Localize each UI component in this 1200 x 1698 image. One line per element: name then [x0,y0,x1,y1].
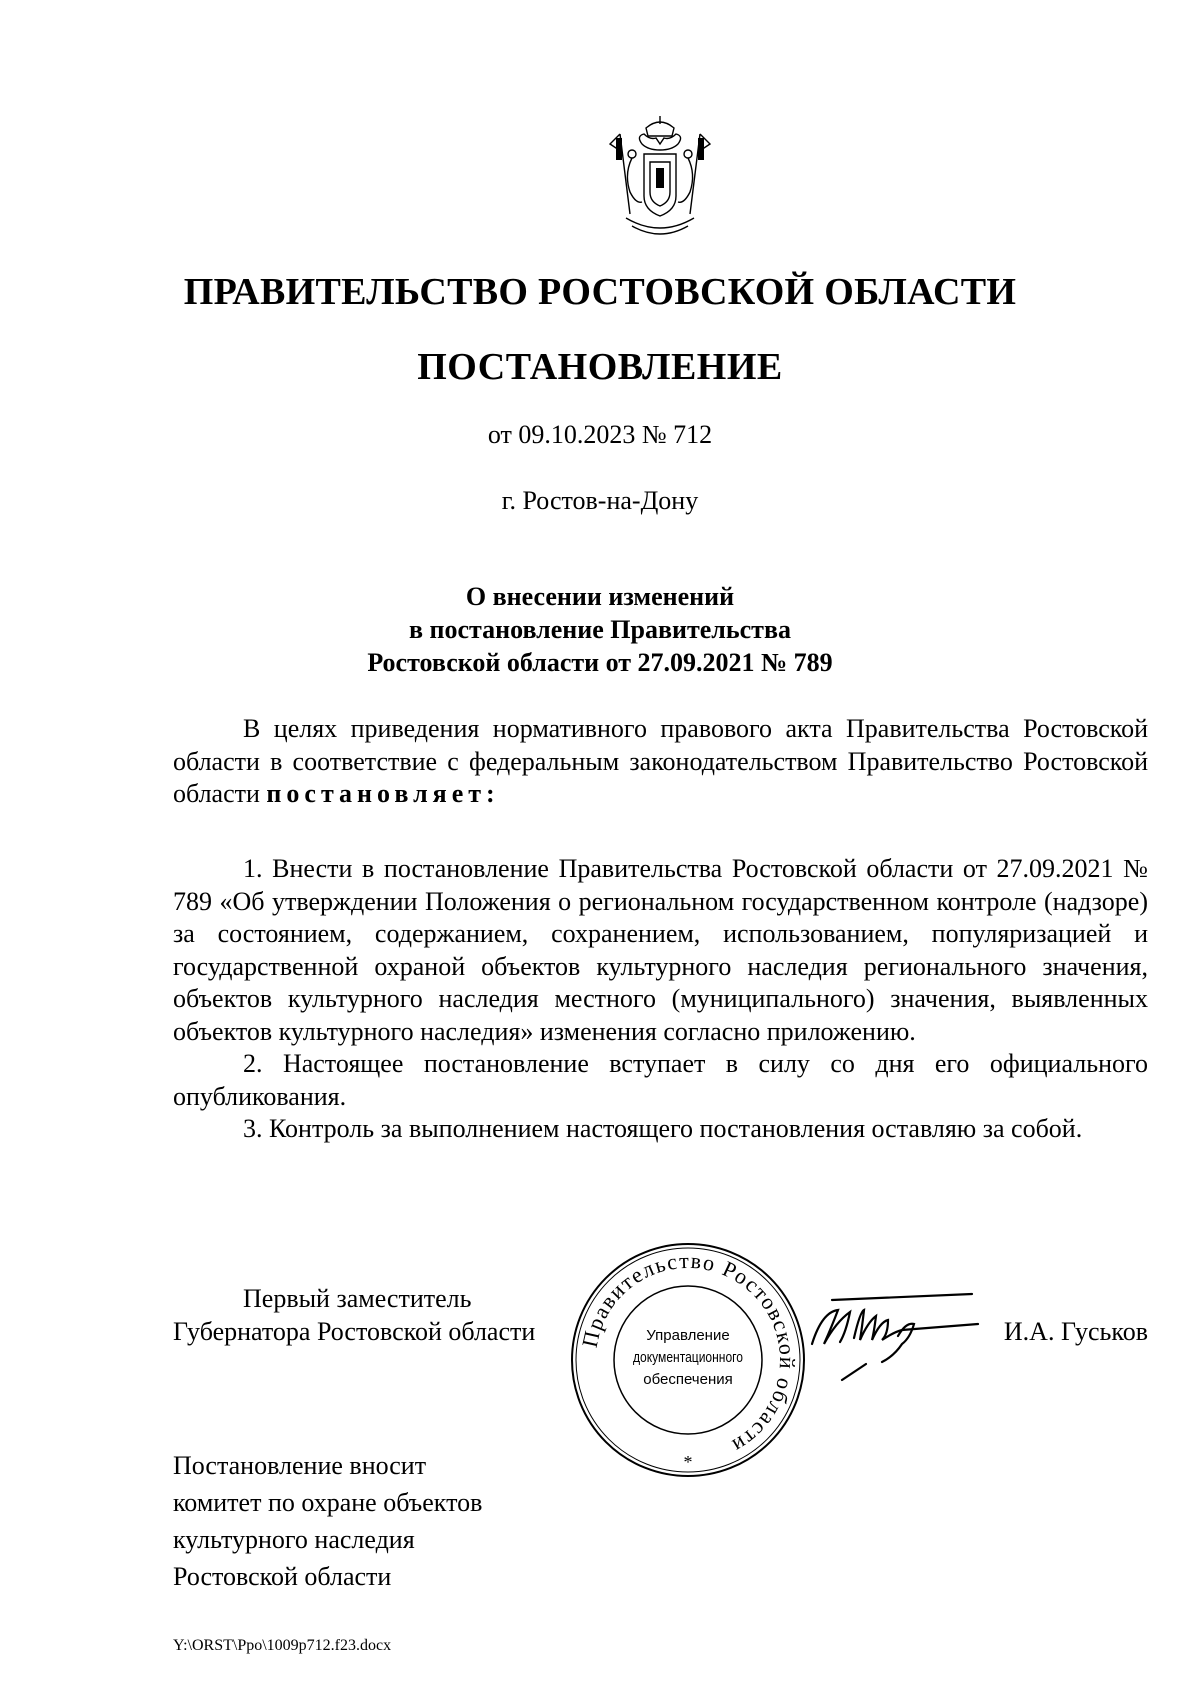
seal-center-line: Управление [646,1327,730,1344]
handwritten-signature [802,1282,982,1382]
seal-center-line: обеспечения [643,1371,733,1388]
rostov-region-coat-of-arms-icon [606,114,714,244]
organization-heading: ПРАВИТЕЛЬСТВО РОСТОВСКОЙ ОБЛАСТИ [183,271,1017,313]
seal-star: * [683,1452,693,1472]
document-date-number: от 09.10.2023 № 712 [487,420,713,449]
official-seal-stamp [568,1240,808,1480]
document-title [0,580,1200,679]
issuer-line: комитет по охране объектов [173,1488,483,1517]
document-type-heading: ПОСТАНОВЛЕНИЕ [417,346,783,388]
file-path-footer: Y:\ORST\Ppo\1009p712.f23.docx [173,1637,392,1654]
title-line: в постановление Правительства [408,615,791,644]
resolution-item: 3. Контроль за выполнением настоящего постановления оставляю за собой. [243,1114,1083,1143]
resolution-item: 1. Внести в постановление Правительства Ростовской области от 27.09.2021 № 789 «Об утверждении Положения о региональном государственном контроле (надзоре) за состоянием, содержанием, сохранением, использованием, популяризацией и государственной охраной объектов культурного наследия регионального значения, объектов культурного наследия местного (муниципального) значения, выявленных объектов культурного наследия» изменения согласно приложению. [173,854,1148,1046]
preamble-paragraph [173,713,1148,811]
resolution-item: 2. Настоящее постановление вступает в силу со дня его официального опубликования. [173,1049,1148,1111]
issuer-line: Ростовской области [173,1562,392,1591]
issuer-note [173,1447,482,1595]
resolves-word: постановляет [266,779,487,808]
title-line: Ростовской области от 27.09.2021 № 789 [367,648,833,677]
title-line: О внесении изменений [465,582,735,611]
issuer-line: культурного наследия [173,1525,415,1554]
resolution-items [173,853,1148,1146]
signatory-position-line1: Первый заместитель [243,1284,472,1313]
signatory-name: И.А. Гуськов [1003,1317,1148,1346]
signatory-position-line2: Губернатора Ростовской области [173,1317,536,1346]
issuer-line: Постановление вносит [173,1451,427,1480]
resolves-colon: : [486,779,495,808]
seal-center-line: документационного [633,1349,743,1366]
preamble-text: В целях приведения нормативного правового акта Правительства Ростовской области в соответствие с федеральным законодательством Правительство Ростовской области [173,714,1148,808]
seal-ring-text: Правительство Ростовской области [576,1247,801,1460]
document-city: г. Ростов-на-Дону [501,486,699,515]
